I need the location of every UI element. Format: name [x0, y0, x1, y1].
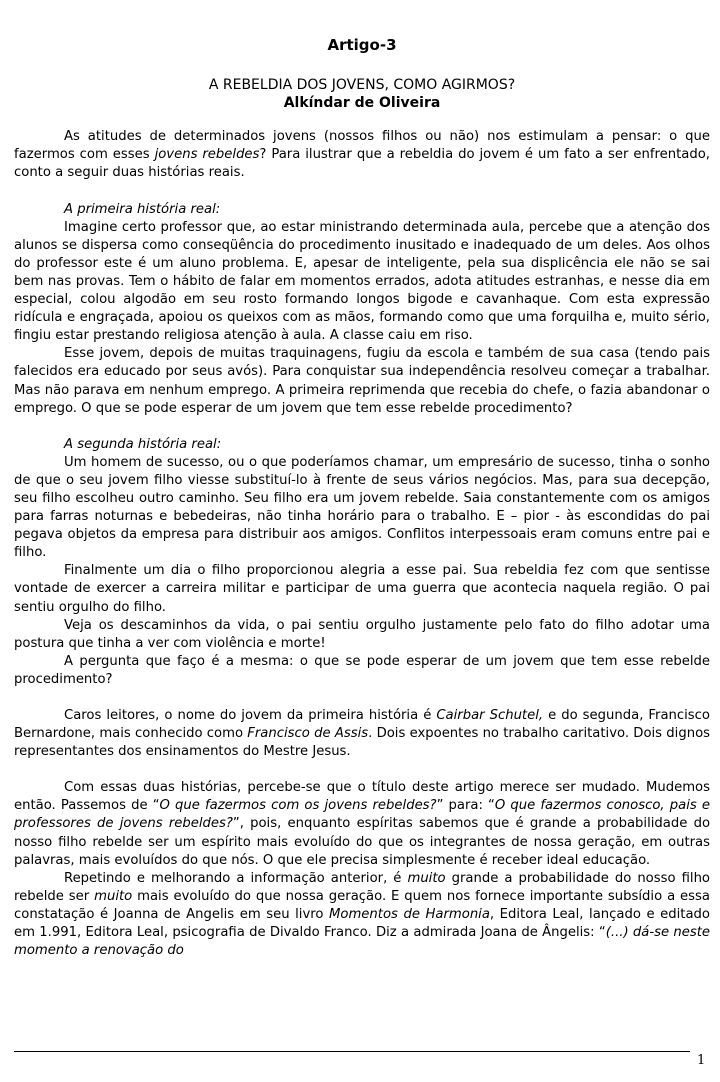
title-change-paragraph: Com essas duas histórias, percebe-se que o título deste artigo merece ser mudado. Mudemos então. Passemos de “O que fazermos com os jovens rebeldes?” para: “O que fazermos conosco, pais e professores de jovens rebeldes?”, pois, enquanto espíritas sabemos que é grande a probabilidade do nosso filho rebelde ser um espírito mais evoluído do que os integrantes de nossa geração, em outras palavras, mais evoluídos do que nós. O que ele precisa simplesmente é receber ideal educação. [14, 780, 711, 868]
footer-divider [14, 1051, 690, 1052]
article-author: Alkíndar de Oliveira [283, 95, 441, 112]
story2-paragraph-1: Um homem de sucesso, ou o que poderíamos chamar, um empresário de sucesso, tinha o sonho de que o seu jovem filho viesse substituí-lo à frente de seus vários negócios. Mas, para sua decepção, seu filho escolheu outro caminho. Seu filho era um jovem rebelde. Saia constantemente com os amigos para farras noturnas e bebedeiras, não tinha horário para o trabalho. E – pior - às escondidas do pai pegava objetos da empresa para distribuir aos amigos. Conflitos interpessoais eram comuns entre pai e filho. [14, 454, 710, 561]
story1-paragraph-1: Imagine certo professor que, ao estar ministrando determinada aula, percebe que a atenção dos alunos se dispersa como conseqüência do procedimento inusitado e inadequado de um deles. Aos olhos do professor este é um aluno problema. E, apesar de inteligente, pela sua displicência ele não se sai bem nas provas. Tem o hábito de falar em momentos errados, adota atitudes estranhas, e nesse dia em especial, colou algodão em seu rosto formando longos bigode e cavanhaque. Com esta expressão ridícula e engraçada, apoiou os queixos com as mãos, formando como que uma forquilha e, muito sério, fingiu estar prestando religiosa atenção à aula. A classe caiu em riso. [14, 219, 710, 344]
story1-heading: A primeira história real: [64, 201, 221, 217]
article-label: Artigo-3 [327, 36, 397, 54]
document-page [14, 30, 710, 960]
story2-heading: A segunda história real: [64, 436, 222, 452]
story2-paragraph-3: Veja os descaminhos da vida, o pai sentiu orgulho justamente pelo fato do filho adotar uma postura que tinha a ver com violência e morte! [14, 617, 710, 651]
article-title: A REBELDIA DOS JOVENS, COMO AGIRMOS? [208, 77, 516, 94]
story2-paragraph-2: Finalmente um dia o filho proporcionou alegria a esse pai. Sua rebeldia fez com que sentisse vontade de exercer a carreira militar e participar de uma guerra que acontecia naquela região. O pai sentiu orgulho do filho. [14, 563, 710, 615]
story2-paragraph-4: A pergunta que faço é a mesma: o que se pode esperar de um jovem que tem esse rebelde procedimento? [14, 653, 710, 687]
story1-paragraph-2: Esse jovem, depois de muitas traquinagens, fugiu da escola e também de sua casa (tendo pais falecidos era educado por seus avós). Para conquistar sua independência resolveu começar a trabalhar. Mas não parava em nenhum emprego. A primeira reprimenda que recebia do chefe, o fazia abandonar o emprego. O que se pode esperar de um jovem que tem esse rebelde procedimento? [14, 346, 710, 416]
repeat-paragraph: Repetindo e melhorando a informação anterior, é muito grande a probabilidade do nosso filho rebelde ser muito mais evoluído do que nossa geração. E quem nos fornece importante subsídio a essa constatação é Joanna de Angelis em seu livro Momentos de Harmonia, Editora Leal, lançado e editado em 1.991, Editora Leal, psicografia de Divaldo Franco. Diz a admirada Joana de Ângelis: “(...) dá-se neste momento a renovação do [14, 870, 710, 959]
intro-paragraph: As atitudes de determinados jovens (nossos filhos ou não) nos estimulam a pensar: o que fazermos com esses jovens rebeldes? Para ilustrar que a rebeldia do jovem é um fato a ser enfrentado, conto a seguir duas histórias reais. [14, 129, 710, 181]
page-number: 1 [697, 1053, 706, 1068]
readers-paragraph: Caros leitores, o nome do jovem da primeira história é Cairbar Schutel, e do segunda, Francisco Bernardone, mais conhecido como Francisco de Assis. Dois expoentes no trabalho caritativo. Dois dignos representantes dos ensinamentos do Mestre Jesus. [14, 708, 711, 760]
